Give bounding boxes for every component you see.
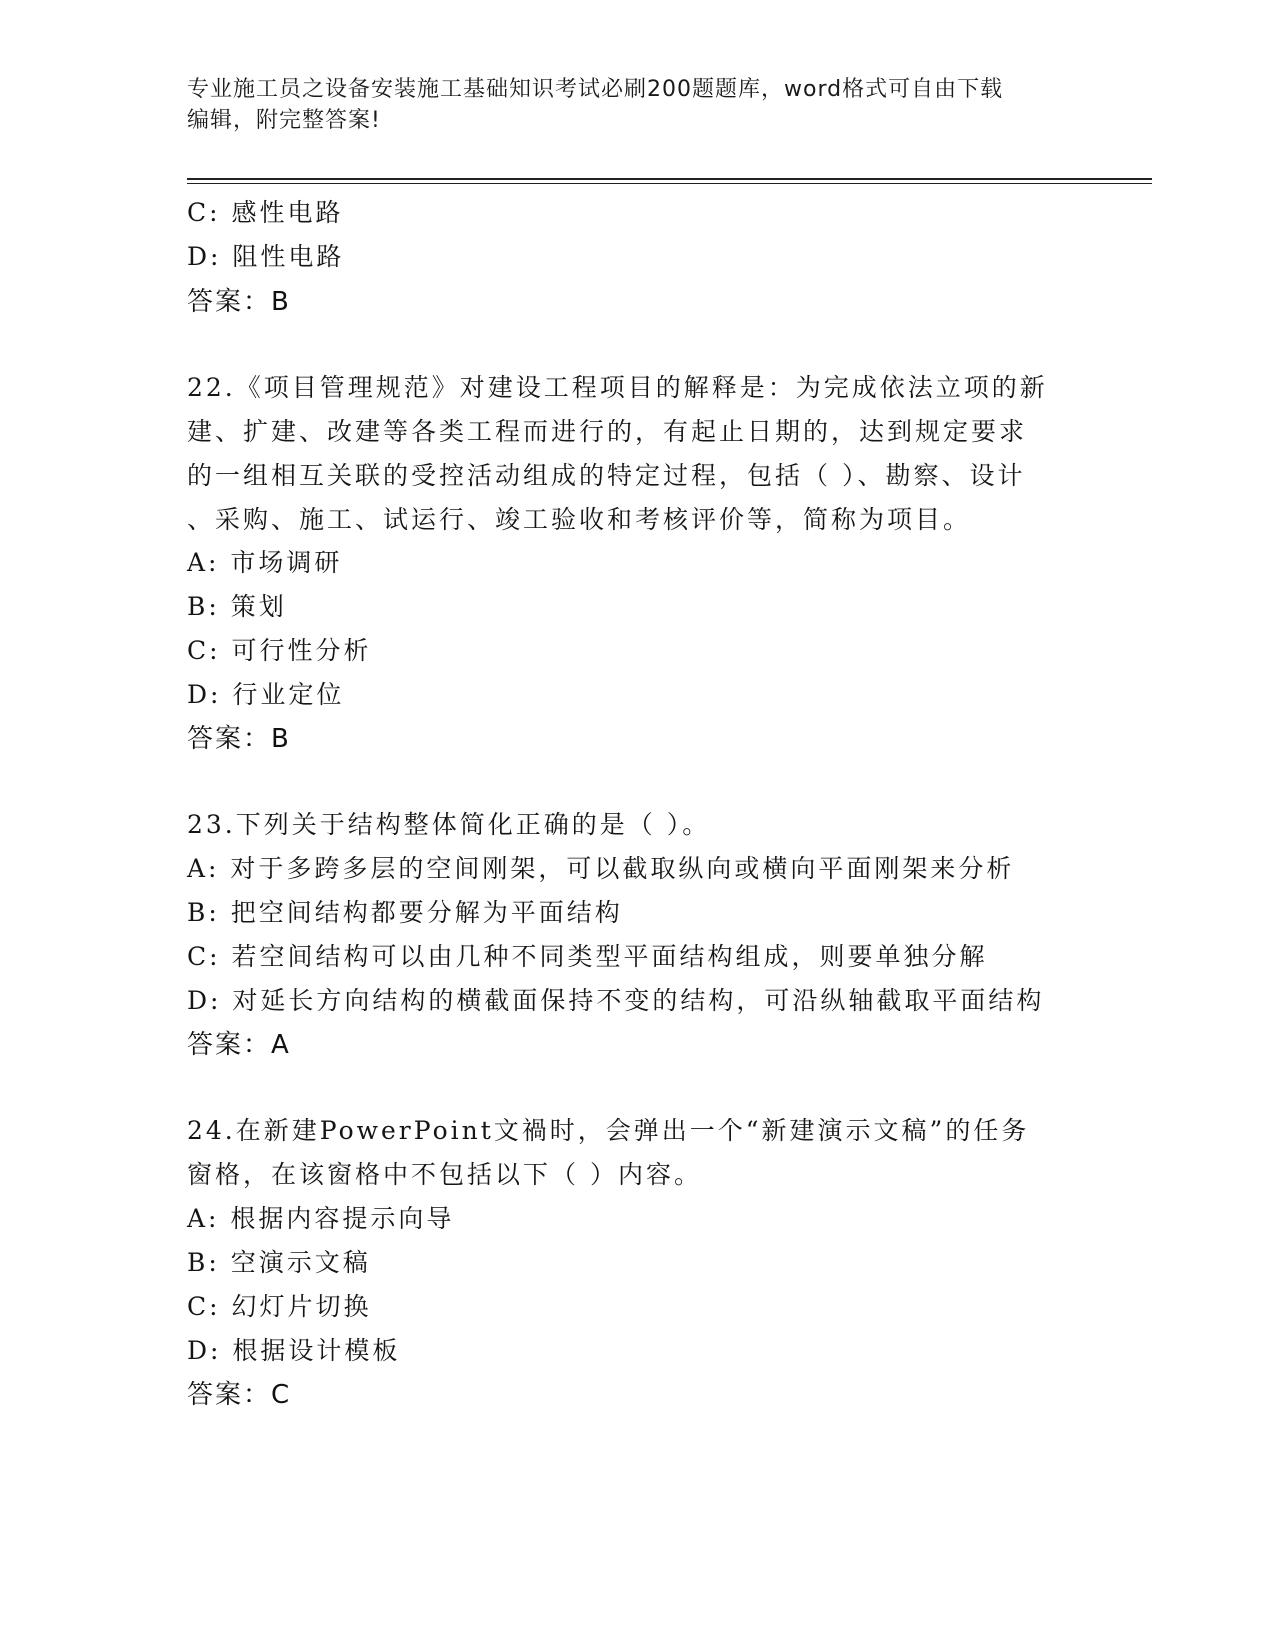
option-a: A: 市场调研 [187, 548, 343, 577]
option-d: D: 行业定位 [187, 680, 345, 709]
answer-line: 答案：C [187, 1380, 292, 1410]
question-stem-line: 24.在新建PowerPoint文禍时，会弹出一个“新建演示文稿”的任务 [187, 1116, 1030, 1145]
option-c: C: 若空间结构可以由几种不同类型平面结构组成，则要单独分解 [187, 942, 988, 971]
option-c: C: 可行性分析 [187, 636, 372, 665]
answer-line: 答案：B [187, 287, 291, 317]
option-b: B: 把空间结构都要分解为平面结构 [187, 898, 623, 927]
question-stem-line: 23.下列关于结构整体简化正确的是（ ）。 [187, 810, 711, 839]
option-a: A: 对于多跨多层的空间刚架，可以截取纵向或横向平面刚架来分析 [187, 854, 1015, 883]
question-stem-line: 建、扩建、改建等各类工程而进行的，有起止日期的，达到规定要求 [187, 417, 1028, 446]
answer-line: 答案：B [187, 724, 291, 754]
option-b: B: 空演示文稿 [187, 1248, 371, 1277]
option-d: D: 阻性电路 [187, 242, 345, 271]
document-header [187, 74, 1087, 136]
option-c: C: 幻灯片切换 [187, 1292, 372, 1321]
header-divider-thin [187, 183, 1152, 184]
question-stem-line: 22.《项目管理规范》对建设工程项目的解释是：为完成依法立项的新 [187, 373, 1048, 402]
option-c: C: 感性电路 [187, 198, 344, 227]
header-line-2: 编辑，附完整答案! [187, 108, 381, 133]
option-d: D: 根据设计模板 [187, 1336, 401, 1365]
option-a: A: 根据内容提示向导 [187, 1204, 455, 1233]
question-stem-line: 的一组相互关联的受控活动组成的特定过程，包括（ ）、勘察、设计 [187, 461, 1026, 490]
answer-line: 答案：A [187, 1030, 291, 1060]
question-stem-line: 窗格，在该窗格中不包括以下（ ）内容。 [187, 1160, 702, 1189]
option-d: D: 对延长方向结构的横截面保持不变的结构，可沿纵轴截取平面结构 [187, 986, 1045, 1015]
header-divider-thick [187, 178, 1152, 180]
header-line-1: 专业施工员之设备安装施工基础知识考试必刷200题题库，word格式可自由下载 [187, 77, 1004, 102]
question-stem-line: 、采购、施工、试运行、竣工验收和考核评价等，简称为项目。 [187, 505, 972, 534]
option-b: B: 策划 [187, 592, 287, 621]
